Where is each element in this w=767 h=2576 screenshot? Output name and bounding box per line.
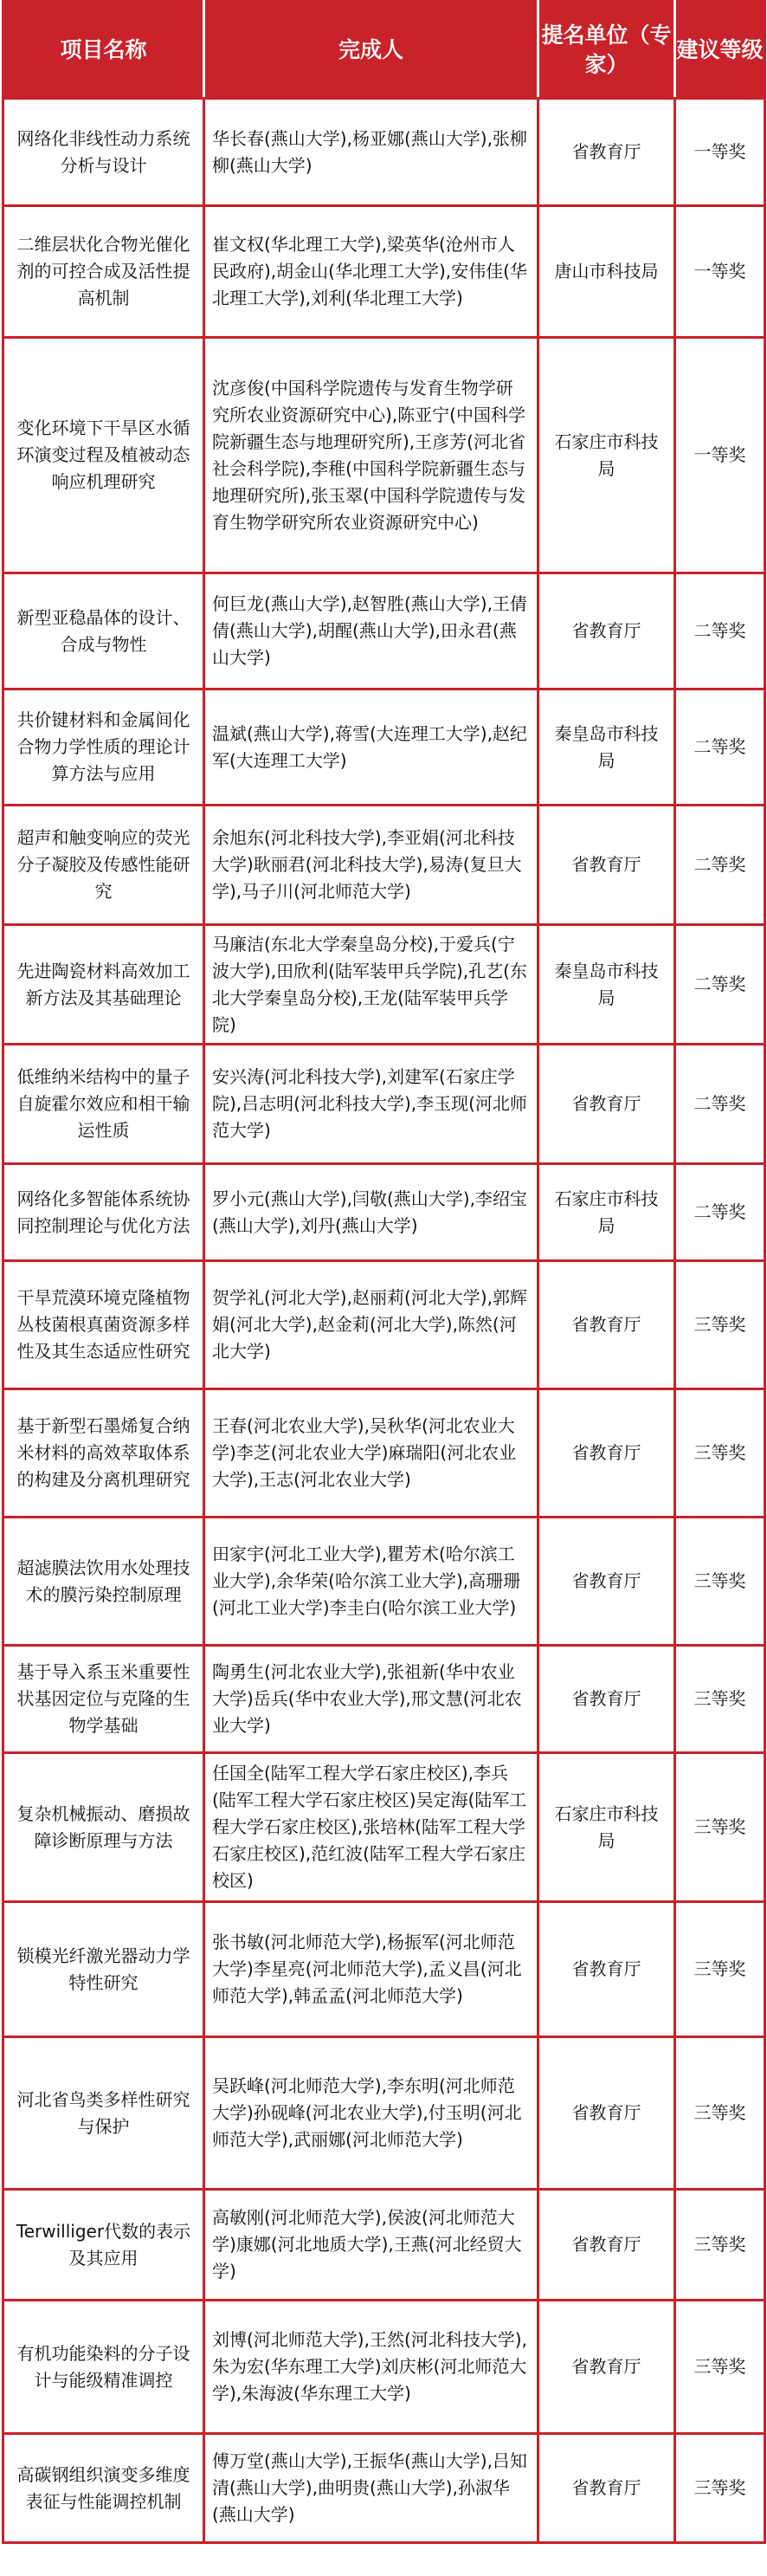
award-level-cell: 三等奖 bbox=[675, 1646, 765, 1753]
project-name-cell: 共价键材料和金属间化合物力学性质的理论计算方法与应用 bbox=[3, 689, 204, 806]
table-row bbox=[3, 2434, 765, 2543]
table-row bbox=[3, 2301, 765, 2434]
project-name-cell: 网络化多智能体系统协同控制理论与优化方法 bbox=[3, 1164, 204, 1261]
completers-cell: 陶勇生(河北农业大学),张祖新(华中农业大学)岳兵(华中农业大学),邢文慧(河北农业大学) bbox=[204, 1646, 538, 1753]
table-row bbox=[3, 1389, 765, 1518]
award-level-cell: 二等奖 bbox=[675, 925, 765, 1045]
nominating-unit-cell: 石家庄市科技局 bbox=[538, 338, 675, 573]
table-row bbox=[3, 1045, 765, 1164]
table-row bbox=[3, 2037, 765, 2190]
award-level-cell: 二等奖 bbox=[675, 1164, 765, 1261]
table-row bbox=[3, 925, 765, 1045]
completers-cell: 温斌(燕山大学),蒋雪(大连理工大学),赵纪军(大连理工大学) bbox=[204, 689, 538, 806]
nominating-unit-cell: 省教育厅 bbox=[538, 1646, 675, 1753]
nominating-unit-cell: 省教育厅 bbox=[538, 1518, 675, 1646]
nominating-unit-cell: 省教育厅 bbox=[538, 2037, 675, 2190]
completers-cell: 吴跃峰(河北师范大学),李东明(河北师范大学)孙砚峰(河北农业大学),付玉明(河北师范大学),武丽娜(河北师范大学) bbox=[204, 2037, 538, 2190]
project-name-cell: 基于导入系玉米重要性状基因定位与克隆的生物学基础 bbox=[3, 1646, 204, 1753]
nominating-unit-cell: 省教育厅 bbox=[538, 573, 675, 689]
awards-table bbox=[2, 0, 766, 2544]
completers-cell: 贺学礼(河北大学),赵丽莉(河北大学),郭辉娟(河北大学),赵金莉(河北大学),陈然(河北大学) bbox=[204, 1261, 538, 1389]
project-name-cell: 变化环境下干旱区水循环演变过程及植被动态响应机理研究 bbox=[3, 338, 204, 573]
project-name-cell: 有机功能染料的分子设计与能级精准调控 bbox=[3, 2301, 204, 2434]
completers-cell: 张书敏(河北师范大学),杨振军(河北师范大学)李星亮(河北师范大学),孟义昌(河北师范大学),韩孟孟(河北师范大学) bbox=[204, 1902, 538, 2037]
completers-cell: 安兴涛(河北科技大学),刘建军(石家庄学院),吕志明(河北科技大学),李玉现(河北师范大学) bbox=[204, 1045, 538, 1164]
project-name-cell: Terwilliger代数的表示及其应用 bbox=[3, 2190, 204, 2301]
award-level-cell: 二等奖 bbox=[675, 689, 765, 806]
table-row bbox=[3, 1164, 765, 1261]
award-level-cell: 一等奖 bbox=[675, 99, 765, 206]
project-name-cell: 河北省鸟类多样性研究与保护 bbox=[3, 2037, 204, 2190]
award-level-cell: 二等奖 bbox=[675, 1045, 765, 1164]
award-level-cell: 三等奖 bbox=[675, 2190, 765, 2301]
header-row bbox=[3, 2, 765, 99]
award-level-cell: 三等奖 bbox=[675, 1753, 765, 1902]
award-level-cell: 一等奖 bbox=[675, 206, 765, 338]
award-level-cell: 二等奖 bbox=[675, 573, 765, 689]
award-level-cell: 三等奖 bbox=[675, 2434, 765, 2543]
completers-cell: 田家宇(河北工业大学),瞿芳术(哈尔滨工业大学),余华荣(哈尔滨工业大学),高珊珊(河北工业大学)李圭白(哈尔滨工业大学) bbox=[204, 1518, 538, 1646]
project-name-cell: 基于新型石墨烯复合纳米材料的高效萃取体系的构建及分离机理研究 bbox=[3, 1389, 204, 1518]
table-row bbox=[3, 1753, 765, 1902]
table-row bbox=[3, 99, 765, 206]
award-level-cell: 一等奖 bbox=[675, 338, 765, 573]
table-body bbox=[3, 99, 765, 2543]
table-row bbox=[3, 338, 765, 573]
completers-cell: 何巨龙(燕山大学),赵智胜(燕山大学),王倩倩(燕山大学),胡醒(燕山大学),田永君(燕山大学) bbox=[204, 573, 538, 689]
project-name-cell: 干旱荒漠环境克隆植物丛枝菌根真菌资源多样性及其生态适应性研究 bbox=[3, 1261, 204, 1389]
project-name-cell: 超滤膜法饮用水处理技术的膜污染控制原理 bbox=[3, 1518, 204, 1646]
completers-cell: 刘博(河北师范大学),王然(河北科技大学),朱为宏(华东理工大学)刘庆彬(河北师范大学),朱海波(华东理工大学) bbox=[204, 2301, 538, 2434]
nominating-unit-cell: 省教育厅 bbox=[538, 1389, 675, 1518]
table-row bbox=[3, 689, 765, 806]
nominating-unit-cell: 唐山市科技局 bbox=[538, 206, 675, 338]
project-name-cell: 复杂机械振动、磨损故障诊断原理与方法 bbox=[3, 1753, 204, 1902]
nominating-unit-cell: 省教育厅 bbox=[538, 2190, 675, 2301]
completers-cell: 余旭东(河北科技大学),李亚娟(河北科技大学)耿丽君(河北科技大学),易涛(复旦大学),马子川(河北师范大学) bbox=[204, 806, 538, 925]
project-name-cell: 低维纳米结构中的量子自旋霍尔效应和相干输运性质 bbox=[3, 1045, 204, 1164]
completers-cell: 马廉洁(东北大学秦皇岛分校),于爱兵(宁波大学),田欣利(陆军装甲兵学院),孔艺(东北大学秦皇岛分校),王龙(陆军装甲兵学院) bbox=[204, 925, 538, 1045]
completers-cell: 华长春(燕山大学),杨亚娜(燕山大学),张柳柳(燕山大学) bbox=[204, 99, 538, 206]
nominating-unit-cell: 省教育厅 bbox=[538, 99, 675, 206]
header-level: 建议等级 bbox=[675, 2, 765, 99]
project-name-cell: 先进陶瓷材料高效加工新方法及其基础理论 bbox=[3, 925, 204, 1045]
nominating-unit-cell: 省教育厅 bbox=[538, 806, 675, 925]
completers-cell: 王春(河北农业大学),吴秋华(河北农业大学)李芝(河北农业大学)麻瑞阳(河北农业大学),王志(河北农业大学) bbox=[204, 1389, 538, 1518]
completers-cell: 任国全(陆军工程大学石家庄校区),李兵(陆军工程大学石家庄校区)吴定海(陆军工程大学石家庄校区),张培林(陆军工程大学石家庄校区),范红波(陆军工程大学石家庄校区) bbox=[204, 1753, 538, 1902]
nominating-unit-cell: 石家庄市科技局 bbox=[538, 1753, 675, 1902]
completers-cell: 罗小元(燕山大学),闫敬(燕山大学),李绍宝(燕山大学),刘丹(燕山大学) bbox=[204, 1164, 538, 1261]
completers-cell: 沈彦俊(中国科学院遗传与发育生物学研究所农业资源研究中心),陈亚宁(中国科学院新疆生态与地理研究所),王彦芳(河北省社会科学院),李稚(中国科学院新疆生态与地理研究所),张玉翠(中国科学院遗传与发育生物学研究所农业资源研究中心) bbox=[204, 338, 538, 573]
table-row bbox=[3, 2190, 765, 2301]
nominating-unit-cell: 省教育厅 bbox=[538, 1902, 675, 2037]
table-row bbox=[3, 573, 765, 689]
project-name-cell: 高碳钢组织演变多维度表征与性能调控机制 bbox=[3, 2434, 204, 2543]
header-project: 项目名称 bbox=[3, 2, 204, 99]
nominating-unit-cell: 秦皇岛市科技局 bbox=[538, 925, 675, 1045]
table-row bbox=[3, 806, 765, 925]
nominating-unit-cell: 秦皇岛市科技局 bbox=[538, 689, 675, 806]
project-name-cell: 网络化非线性动力系统分析与设计 bbox=[3, 99, 204, 206]
header-people: 完成人 bbox=[204, 2, 538, 99]
award-level-cell: 三等奖 bbox=[675, 1902, 765, 2037]
award-level-cell: 三等奖 bbox=[675, 2301, 765, 2434]
table-row bbox=[3, 1646, 765, 1753]
award-level-cell: 三等奖 bbox=[675, 1389, 765, 1518]
nominating-unit-cell: 石家庄市科技局 bbox=[538, 1164, 675, 1261]
completers-cell: 傅万堂(燕山大学),王振华(燕山大学),吕知清(燕山大学),曲明贵(燕山大学),孙淑华(燕山大学) bbox=[204, 2434, 538, 2543]
award-level-cell: 三等奖 bbox=[675, 2037, 765, 2190]
table-row bbox=[3, 1261, 765, 1389]
header-org: 提名单位（专家） bbox=[538, 2, 675, 99]
nominating-unit-cell: 省教育厅 bbox=[538, 1045, 675, 1164]
award-level-cell: 三等奖 bbox=[675, 1518, 765, 1646]
completers-cell: 崔文权(华北理工大学),梁英华(沧州市人民政府),胡金山(华北理工大学),安伟佳(华北理工大学),刘利(华北理工大学) bbox=[204, 206, 538, 338]
nominating-unit-cell: 省教育厅 bbox=[538, 2301, 675, 2434]
project-name-cell: 超声和触变响应的荧光分子凝胶及传感性能研究 bbox=[3, 806, 204, 925]
table-row bbox=[3, 206, 765, 338]
award-level-cell: 二等奖 bbox=[675, 806, 765, 925]
award-level-cell: 三等奖 bbox=[675, 1261, 765, 1389]
completers-cell: 高敏刚(河北师范大学),侯波(河北师范大学)康娜(河北地质大学),王燕(河北经贸大学) bbox=[204, 2190, 538, 2301]
nominating-unit-cell: 省教育厅 bbox=[538, 1261, 675, 1389]
project-name-cell: 锁模光纤激光器动力学特性研究 bbox=[3, 1902, 204, 2037]
project-name-cell: 二维层状化合物光催化剂的可控合成及活性提高机制 bbox=[3, 206, 204, 338]
project-name-cell: 新型亚稳晶体的设计、合成与物性 bbox=[3, 573, 204, 689]
nominating-unit-cell: 省教育厅 bbox=[538, 2434, 675, 2543]
table-row bbox=[3, 1902, 765, 2037]
table-row bbox=[3, 1518, 765, 1646]
